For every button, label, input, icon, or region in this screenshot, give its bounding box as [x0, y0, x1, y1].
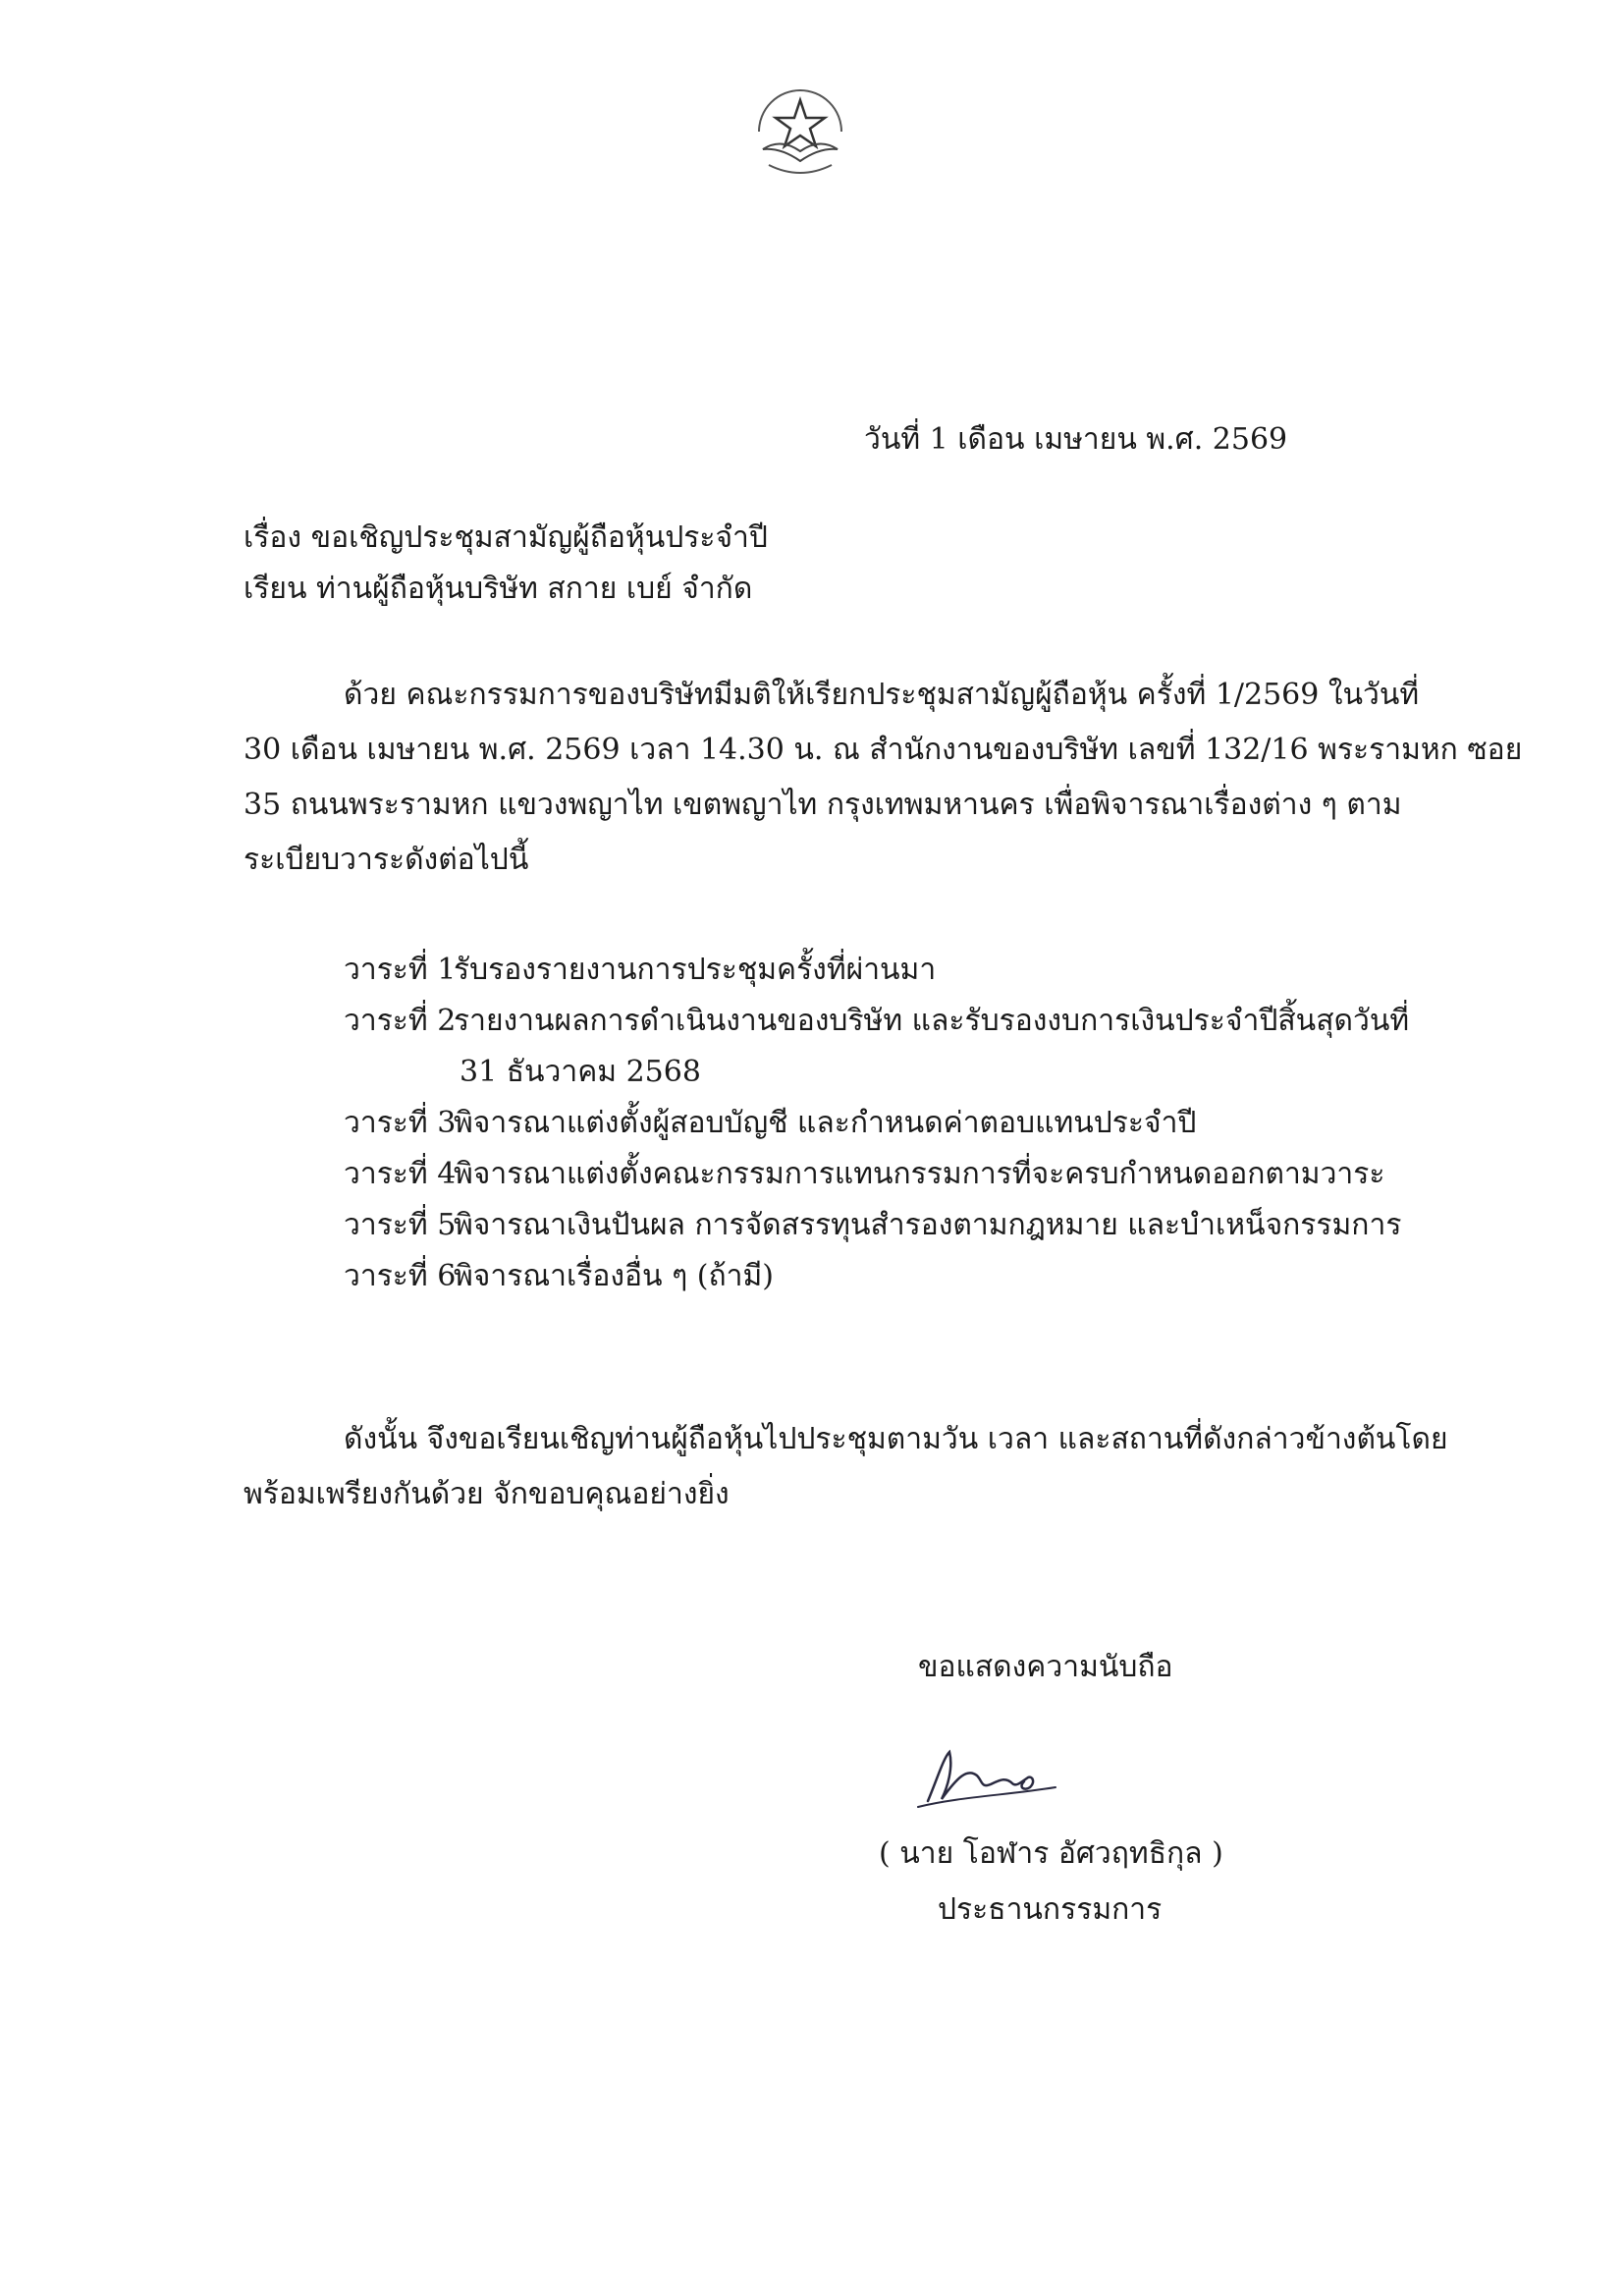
agenda-number: วาระที่ 5 — [344, 1208, 457, 1242]
agenda-text: พิจารณาแต่งตั้งคณะกรรมการแทนกรรมการที่จะครบกำหนดออกตามวาระ — [454, 1157, 1385, 1191]
body-line: 30 เดือน เมษายน พ.ศ. 2569 เวลา 14.30 น. ณ สำนักงานของบริษัท เลขที่ 132/16 พระรามหก ซอย — [244, 733, 1523, 767]
agenda-number: วาระที่ 3 — [344, 1106, 457, 1140]
company-logo-icon — [731, 71, 869, 189]
agenda-text: พิจารณาเงินปันผล การจัดสรรทุนสำรองตามกฎหมาย และบำเหน็จกรรมการ — [454, 1208, 1402, 1242]
agenda-number: วาระที่ 1 — [344, 953, 457, 987]
body-line: 35 ถนนพระรามหก แขวงพญาไท เขตพญาไท กรุงเทพมหานคร เพื่อพิจารณาเรื่องต่าง ๆ ตาม — [244, 788, 1402, 822]
agenda-continuation: 31 ธันวาคม 2568 — [460, 1055, 701, 1089]
body-line: ด้วย คณะกรรมการของบริษัทมีมติให้เรียกประชุมสามัญผู้ถือหุ้น ครั้งที่ 1/2569 ในวันที่ — [344, 678, 1420, 712]
agenda-list — [344, 945, 1410, 1302]
signer-position: ประธานกรรมการ — [938, 1892, 1163, 1927]
agenda-text: รายงานผลการดำเนินงานของบริษัท และรับรองงบการเงินประจำปีสิ้นสุดวันที่ — [454, 1004, 1410, 1038]
agenda-text: รับรองรายงานการประชุมครั้งที่ผ่านมา — [454, 953, 937, 987]
agenda-number: วาระที่ 2 — [344, 1004, 457, 1038]
letter-subject: เรื่อง ขอเชิญประชุมสามัญผู้ถือหุ้นประจำปี — [244, 520, 768, 555]
agenda-text: พิจารณาเรื่องอื่น ๆ (ถ้ามี) — [454, 1259, 774, 1293]
closing-line: ดังนั้น จึงขอเรียนเชิญท่านผู้ถือหุ้นไปประชุมตามวัน เวลา และสถานที่ดังกล่าวข้างต้นโดย — [344, 1422, 1448, 1456]
agenda-text: พิจารณาแต่งตั้งผู้สอบบัญชี และกำหนดค่าตอบแทนประจำปี — [454, 1106, 1197, 1140]
agenda-number: วาระที่ 4 — [344, 1157, 457, 1191]
letter-recipient: เรียน ท่านผู้ถือหุ้นบริษัท สกาย เบย์ จำกัด — [244, 572, 753, 606]
agenda-item — [344, 1098, 1384, 1149]
body-line: ระเบียบวาระดังต่อไปนี้ — [244, 843, 529, 877]
signer-name: ( นาย โอฬาร อัศวฤทธิกุล ) — [879, 1836, 1223, 1871]
body-paragraph — [244, 668, 1523, 888]
agenda-item — [344, 996, 1410, 1047]
agenda-item — [344, 1200, 1402, 1251]
agenda-item — [344, 1149, 1384, 1200]
agenda-item — [344, 1251, 1384, 1302]
closing-regards: ขอแสดงความนับถือ — [918, 1650, 1173, 1684]
closing-paragraph — [244, 1412, 1448, 1522]
agenda-item — [344, 945, 1384, 996]
letter-date: วันที่ 1 เดือน เมษายน พ.ศ. 2569 — [864, 422, 1288, 457]
signature-mark — [898, 1738, 1085, 1817]
closing-line: พร้อมเพรียงกันด้วย จักขอบคุณอย่างยิ่ง — [244, 1477, 730, 1511]
agenda-number: วาระที่ 6 — [344, 1259, 457, 1293]
